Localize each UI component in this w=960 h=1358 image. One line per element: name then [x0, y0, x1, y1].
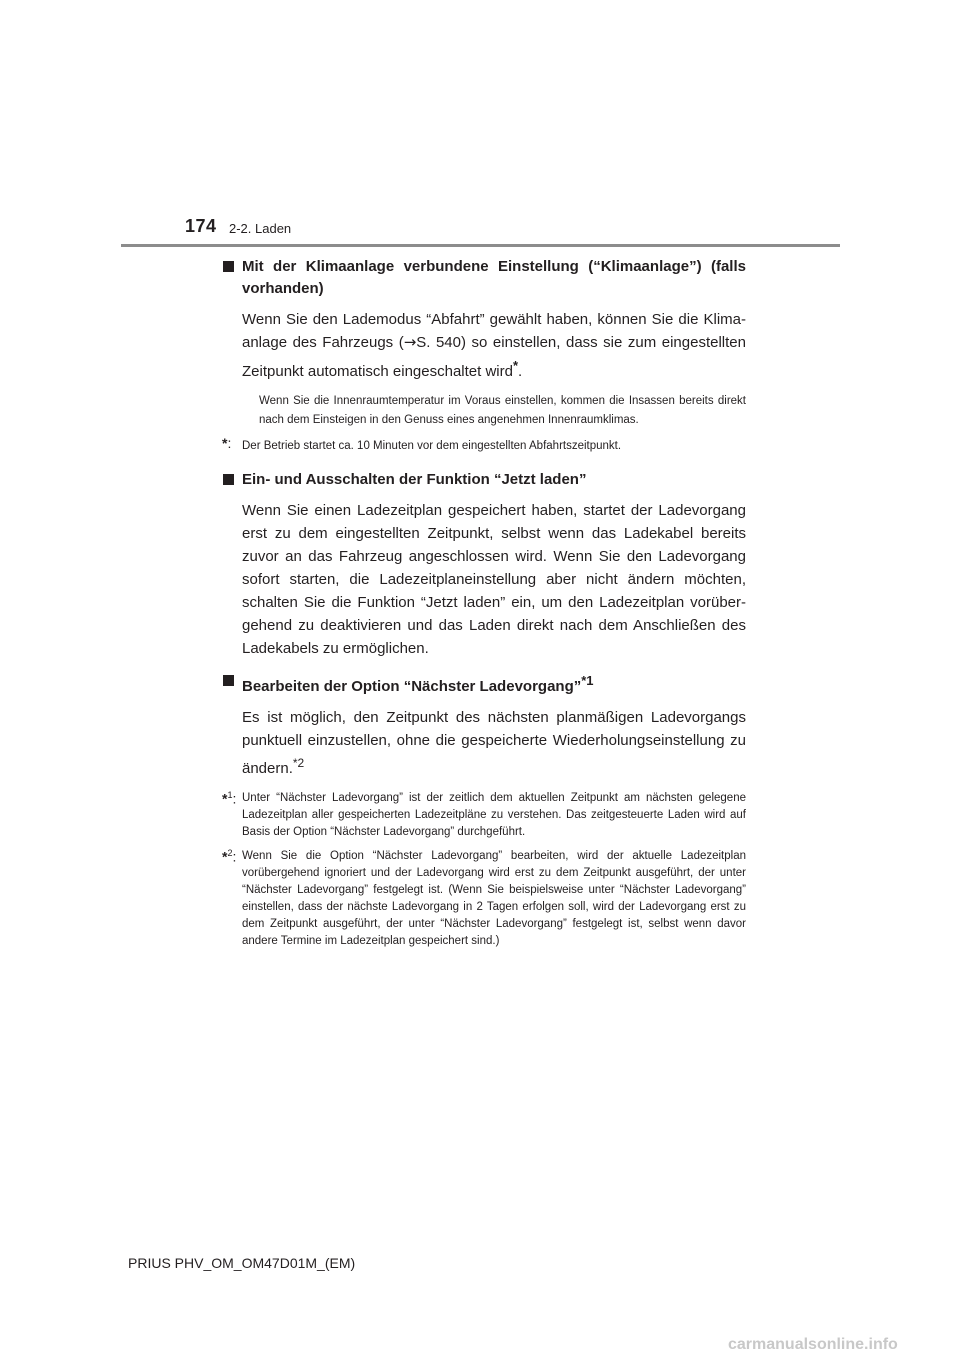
section-heading [220, 469, 746, 491]
paragraph [220, 706, 746, 780]
footnote-number: 2 [227, 848, 233, 858]
heading-text: Ein- und Ausschalten der Funktion “Jetzt laden” [242, 471, 587, 488]
footnote-marker [222, 845, 236, 866]
arrow-right-icon: → [403, 333, 417, 351]
header-divider [121, 244, 840, 247]
paragraph-text: . [518, 363, 523, 380]
paragraph-text: Wenn Sie den Lademodus “Abfahrt” gewählt haben, können Sie die Klimaanlage des Fahrzeugs ( [242, 311, 746, 351]
footnote-star: * [222, 848, 228, 865]
page-reference-link[interactable]: S. 540 [416, 334, 461, 351]
paragraph [220, 308, 746, 383]
footnote-reference: * [512, 358, 519, 373]
paragraph-text: Es ist möglich, den Zeitpunkt des nächsten planmäßigen Ladevorgangs punktuell einzustellen, ohne die gespeicherte Wiederholungseinstellung zu ändern. [242, 709, 746, 777]
square-bullet-icon [223, 261, 234, 272]
footnote-number: 1 [227, 790, 233, 800]
paragraph-text: ) so einstellen, dass sie zum eingestellten Zeitpunkt automatisch eingeschaltet wird [242, 334, 746, 380]
footnote-star: * [222, 435, 228, 451]
footnote [220, 848, 746, 950]
heading-text: Mit der Klimaanlage verbundene Einstellung (“Klimaanlage”) (falls vorhanden) [242, 258, 746, 297]
section-title: 2-2. Laden [229, 221, 292, 236]
footnote-star: * [222, 790, 228, 807]
watermark: carmanualsonline.info [728, 1336, 898, 1353]
footnote [220, 435, 746, 455]
footnote-marker [222, 787, 236, 808]
footnote-separator: : [232, 790, 237, 807]
footnote-text: Wenn Sie die Option “Nächster Ladevorgang” bearbeiten, wird der aktuelle Ladezeitplan vorübergehend ignoriert und der Ladevorgang wird erst zu dem Zeitpunkt ausgeführt, der unter “Nächster Ladevorgang” festgelegt ist. (Wenn Sie beispielsweise unter “Nächster Ladevorgang” einstellen, dass der nächste Ladevorgang in 2 Tagen erfolgen soll, wird der Ladevorgang erst zu dem Zeitpunkt ausgeführt, der unter “Nächster Ladevorgang” festgelegt ist, selbst wenn davor andere Termine im Ladezeitplan gespeichert sind.) [242, 850, 746, 947]
page-number: 174 [185, 216, 217, 236]
heading-text: Bearbeiten der Option “Nächster Ladevorgang” [242, 678, 582, 695]
square-bullet-icon [223, 474, 234, 485]
footnote-separator: : [232, 848, 237, 865]
footnote-text: Unter “Nächster Ladevorgang” ist der zeitlich dem aktuellen Zeitpunkt am nächsten gelegene Ladezeitplan aller gespeicherten Ladezeitpläne zu verstehen. Das zeitgesteuerte Laden wird auf Basis der Option “Nächster Ladevorgang” durchgeführt. [242, 792, 746, 838]
footnote-reference: *2 [292, 756, 305, 770]
footnote [220, 790, 746, 841]
footnote-marker [222, 435, 231, 452]
note-text: Wenn Sie die Innenraumtemperatur im Voraus einstellen, kommen die Insassen bereits direkt nach dem Einsteigen in den Genuss eines angenehmen Innenraumklimas. [259, 395, 746, 426]
paragraph-text: Wenn Sie einen Ladezeitplan gespeichert haben, startet der Ladevorgang erst zu dem eingestellten Zeitpunkt, selbst wenn das Ladekabel bereits zuvor an das Fahrzeug angeschlossen wird. Wenn Sie den Ladevorgang sofort starten, die Ladezeitplaneinstellung aber nicht ändern möchten, schalten Sie die Funktion “Jetzt laden” ein, um den Ladezeitplan vorübergehend zu deaktivieren und das Laden direkt nach dem Anschließen des Ladekabels zu ermöglichen. [242, 502, 746, 657]
section-heading [220, 256, 746, 300]
footnote-text: Der Betrieb startet ca. 10 Minuten vor dem eingestellten Abfahrtszeitpunkt. [242, 440, 622, 452]
document-id: PRIUS PHV_OM_OM47D01M_(EM) [128, 1255, 356, 1271]
footnote-reference: *1 [581, 673, 594, 688]
square-bullet-icon [223, 675, 234, 686]
page-content [220, 256, 746, 950]
footnote-separator: : [227, 435, 232, 451]
section-heading [220, 670, 746, 698]
